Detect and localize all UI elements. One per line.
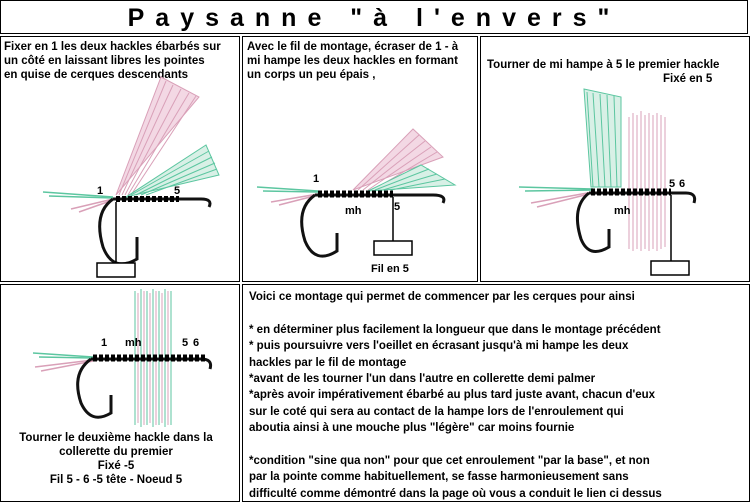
hook xyxy=(302,195,444,256)
marker-1: 1 xyxy=(97,185,104,197)
marker-mh: mh xyxy=(125,337,142,349)
step-2-caption: Avec le fil de montage, écraser de 1 - à mi hampe les deux hackles en formant un corps un peu épais , xyxy=(247,41,459,81)
bullet-line: sur le coté qui sera au contact de la hampe lors de l'enroulement qui xyxy=(249,405,624,418)
marker-1: 1 xyxy=(101,337,108,349)
hook xyxy=(577,193,694,252)
green-hackle xyxy=(584,89,621,187)
explanation-panel xyxy=(242,284,750,502)
marker-6: 6 xyxy=(193,337,200,349)
marker-1: 1 xyxy=(313,173,320,185)
marker-5: 5 xyxy=(394,201,401,213)
step-2-footer: Fil en 5 xyxy=(371,263,409,275)
step-2-illustration xyxy=(243,37,478,282)
step-1-caption: Fixer en 1 les deux hackles ébarbés sur un côté en laissant libres les pointes en quise de cerques descendants xyxy=(4,41,221,81)
marker-mh: mh xyxy=(614,205,631,217)
bullet-line: hackles par le fil de montage xyxy=(249,356,407,369)
blank-line xyxy=(249,305,749,321)
step-1-illustration xyxy=(1,37,240,282)
step-3-panel xyxy=(480,36,750,282)
marker-6: 6 xyxy=(679,178,686,190)
bullet-line: *après avoir impérativement ébarbé au plus tard juste avant, chacun d'eux xyxy=(249,389,656,402)
marker-5: 5 xyxy=(182,337,189,349)
condition-line: par la pointe comme habituellement, se fasse harmonieusement sans xyxy=(249,471,629,484)
marker-5: 5 xyxy=(669,178,676,190)
wound-hackle-collar xyxy=(629,111,665,251)
thread-bobbin xyxy=(374,197,412,255)
marker-mh: mh xyxy=(345,205,362,217)
bullet-line: * puis poursuivre vers l'oeillet en écrasant jusqu'à mi hampe les deux xyxy=(249,340,629,353)
page-title: Paysanne "à l'envers" xyxy=(0,0,748,34)
marker-5: 5 xyxy=(174,185,181,197)
intro-line: Voici ce montage qui permet de commencer par les cerques pour ainsi xyxy=(249,291,635,303)
step-4-caption: Tourner le deuxième hackle dans la collerette du premier Fixé -5 Fil 5 - 6 -5 tête - Noeud 5 xyxy=(19,432,213,486)
blank-line xyxy=(249,437,749,453)
bullet-line: *avant de les tourner l'un dans l'autre en collerette demi palmer xyxy=(249,373,596,386)
condition-line: difficulté comme démontré dans la page où vous a conduit le lien ci dessus xyxy=(249,487,662,500)
step-3-illustration xyxy=(481,37,750,282)
step-2-panel xyxy=(242,36,478,282)
bullet-line: * en déterminer plus facilement la longueur que dans le montage précédent xyxy=(249,323,661,336)
explanation-text xyxy=(249,289,749,502)
bullet-line: aboutia ainsi à une mouche plus "légère" car moins fournie xyxy=(249,422,575,435)
step-3-caption: Tourner de mi hampe à 5 le premier hackle Fixé en 5 xyxy=(487,59,720,85)
condition-line: *condition "sine qua non" pour que cet enroulement "par la base", et non xyxy=(249,455,650,468)
step-1-panel xyxy=(0,36,240,282)
tail-fibers xyxy=(33,353,93,371)
step-4-panel xyxy=(0,284,240,502)
